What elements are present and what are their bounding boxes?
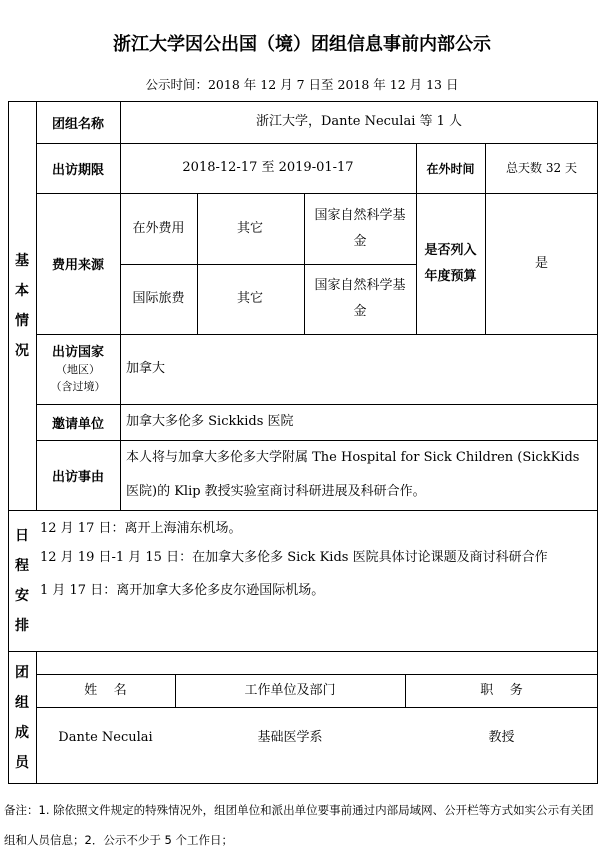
inviter-label: 邀请单位 [51, 416, 104, 432]
group-name-label: 团组名称 [51, 116, 104, 132]
budget-label: 是否列入年度预算 [424, 242, 477, 284]
purpose-value: 本人将与加拿大多伦多大学附属 The Hospital for Sick Children (SickKids 医院)的 Klip 教授实验室商讨科研进展及科研合作。 [126, 450, 580, 499]
publicity-period: 公示时间：2018 年 12 月 7 日至 2018 年 12 月 13 日 [145, 77, 459, 92]
page-title: 浙江大学因公出国（境）团组信息事前内部公示 [113, 34, 491, 55]
member-unit: 基础医学系 [257, 730, 323, 745]
member-name: Dante Neculai [58, 730, 153, 745]
members-header-position: 职 务 [480, 683, 523, 698]
schedule-section-label: 日 程 安 排 [15, 527, 29, 634]
schedule-item: 1 月 17 日：离开加拿大多伦多皮尔逊国际机场。 [40, 583, 325, 598]
footnote: 备注：1. 除依照文件规定的特殊情况外，组团单位和派出单位要事前通过内部局域网、公开栏等方式如实公示有关团组和人员信息；2．公示不少于 5 个工作日； [4, 803, 594, 847]
purpose-label: 出访事由 [51, 469, 104, 485]
budget-value: 是 [534, 255, 548, 271]
inviter-value: 加拿大多伦多 Sickkids 医院 [126, 414, 294, 429]
travel-cost-label: 国际旅费 [132, 291, 185, 306]
country-label: 出访国家 （地区） （含过境） [50, 344, 106, 393]
members-section-label: 团 组 成 员 [15, 664, 29, 771]
period-label: 出访期限 [51, 162, 104, 178]
abroad-cost-type: 其它 [237, 220, 264, 236]
period-value: 2018-12-17 至 2019-01-17 [182, 160, 354, 175]
members-header-name: 姓 名 [84, 683, 127, 698]
schedule-item: 12 月 17 日：离开上海浦东机场。 [40, 521, 242, 536]
travel-cost-source: 国家自然科学基金 [314, 278, 406, 319]
abroad-time-label: 在外时间 [426, 161, 475, 176]
member-position: 教授 [488, 730, 515, 745]
members-header-unit: 工作单位及部门 [244, 683, 336, 698]
schedule-item: 12 月 19 日-1 月 15 日：在加拿大多伦多 Sick Kids 医院具体讨论课题及商讨科研合作 [40, 550, 548, 565]
group-name-value: 浙江大学，Dante Neculai 等 1 人 [255, 114, 463, 129]
abroad-time-value: 总天数 32 天 [506, 161, 577, 175]
country-value: 加拿大 [126, 361, 166, 376]
abroad-cost-label: 在外费用 [132, 220, 185, 236]
travel-cost-type: 其它 [237, 291, 264, 306]
abroad-cost-source: 国家自然科学基金 [314, 207, 406, 249]
schedule-list [40, 515, 590, 608]
basic-section-label: 基 本 情 况 [15, 252, 29, 359]
funding-label: 费用来源 [51, 258, 104, 273]
